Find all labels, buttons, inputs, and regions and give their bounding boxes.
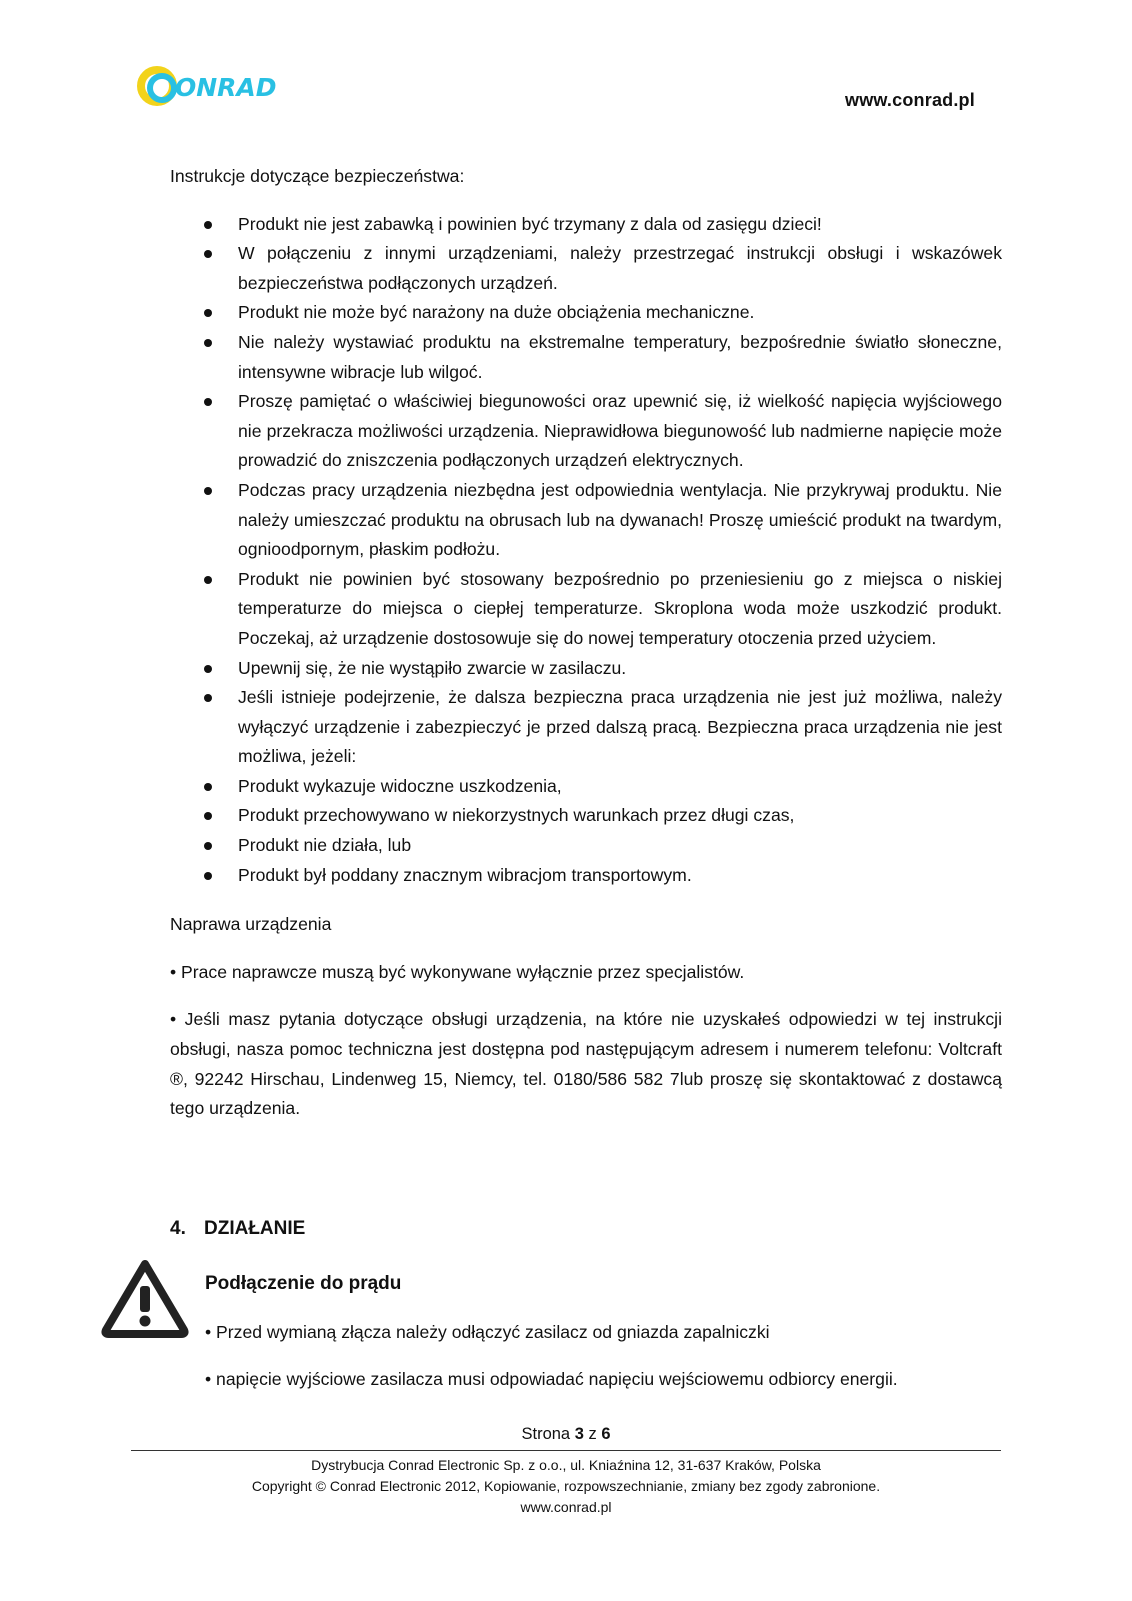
list-item: Produkt nie powinien być stosowany bezpośrednio po przeniesieniu go z miejsca o niskiej temperaturze do miejsca o ciepłej temperaturze. Skroplona woda może uszkodzić produkt. Poczekaj, aż urządzenie dostosowuje się do nowej temperatury otoczenia przed użyciem. xyxy=(170,565,1002,654)
repair-item: • Prace naprawcze muszą być wykonywane wyłącznie przez specjalistów. xyxy=(170,961,745,982)
list-item: Nie należy wystawiać produktu na ekstremalne temperatury, bezpośrednie światło słoneczne, intensywne wibracje lub wilgoć. xyxy=(170,328,1002,387)
page-of: z xyxy=(588,1425,597,1443)
page-label: Strona xyxy=(521,1425,571,1443)
list-item: Produkt przechowywano w niekorzystnych warunkach przez długi czas, xyxy=(170,801,1002,831)
list-item: Produkt wykazuje widoczne uszkodzenia, xyxy=(170,772,1002,802)
list-item: Proszę pamiętać o właściwiej biegunowości oraz upewnić się, iż wielkość napięcia wyjściowego nie przekracza możliwości urządzenia. Nieprawidłowa biegunowość lub nadmierne napięcie może prowadzić do zniszczenia podłączonych urządzeń elektrycznych. xyxy=(170,387,1002,476)
header-website[interactable]: www.conrad.pl xyxy=(845,90,975,110)
list-item: Produkt nie działa, lub xyxy=(170,831,1002,861)
main-content xyxy=(170,162,1002,1142)
list-item: • Przed wymianą złącza należy odłączyć zasilacz od gniazda zapalniczki xyxy=(205,1321,770,1342)
list-item: W połączeniu z innymi urządzeniami, należy przestrzegać instrukcji obsługi i wskazówek bezpieczeństwa podłączonych urządzeń. xyxy=(170,239,1002,298)
list-item: Upewnij się, że nie wystąpiło zwarcie w zasilaczu. xyxy=(170,654,1002,684)
footer-line-1: Dystrybucja Conrad Electronic Sp. z o.o., ul. Kniaźnina 12, 31-637 Kraków, Polska xyxy=(311,1457,821,1473)
list-item: Produkt nie jest zabawką i powinien być trzymany z dala od zasięgu dzieci! xyxy=(170,210,1002,240)
page-number xyxy=(0,1425,1132,1444)
safety-heading: Instrukcje dotyczące bezpieczeństwa: xyxy=(170,166,465,186)
footer-line-2: Copyright © Conrad Electronic 2012, Kopiowanie, rozpowszechnianie, zmiany bez zgody zabronione. xyxy=(251,1478,881,1494)
section-number: 4. xyxy=(170,1218,186,1239)
list-item: Podczas pracy urządzenia niezbędna jest odpowiednia wentylacja. Nie przykrywaj produktu. Nie należy umieszczać produktu na obrusach lub na dywanach! Proszę umieścić produkt na twardym, ognioodpornym, płaskim podłożu. xyxy=(170,476,1002,565)
warning-triangle-icon xyxy=(100,1258,190,1338)
repair-heading: Naprawa urządzenia xyxy=(170,914,332,935)
logo-text: ONRAD xyxy=(175,73,277,102)
section-4-heading xyxy=(170,1218,1002,1240)
section-4-body xyxy=(205,1250,1025,1412)
page-total: 6 xyxy=(601,1425,611,1443)
section-subtitle: Podłączenie do prądu xyxy=(205,1273,402,1294)
list-item: Produkt nie może być narażony na duże obciążenia mechaniczne. xyxy=(170,298,1002,328)
conrad-logo xyxy=(137,64,277,108)
section-title: DZIAŁANIE xyxy=(204,1218,306,1239)
safety-list xyxy=(170,210,1002,891)
list-item: Jeśli istnieje podejrzenie, że dalsza bezpieczna praca urządzenia nie jest już możliwa, należy wyłączyć urządzenie i zabezpieczyć je przed dalszą pracą. Bezpieczna praca urządzenia nie jest możliwa, jeżeli: xyxy=(170,683,1002,772)
repair-section xyxy=(170,910,1002,1124)
repair-item: • Jeśli masz pytania dotyczące obsługi urządzenia, na które nie uzyskałeś odpowiedzi w tej instrukcji obsługi, nasza pomoc techniczna jest dostępna pod następującym adresem i numerem telefonu: Voltcraft ®, 92242 Hirschau, Lindenweg 15, Niemcy, tel. 0180/586 582 7lub proszę się skontaktować z dostawcą tego urządzenia. xyxy=(170,1009,1002,1119)
footer-website[interactable]: www.conrad.pl xyxy=(520,1499,612,1515)
page-current: 3 xyxy=(574,1425,584,1443)
list-item: • napięcie wyjściowe zasilacza musi odpowiadać napięciu wejściowemu odbiorcy energii. xyxy=(205,1369,898,1390)
list-item: Produkt był poddany znacznym wibracjom transportowym. xyxy=(170,861,1002,891)
footer xyxy=(0,1455,1132,1518)
footer-divider xyxy=(131,1450,1001,1451)
